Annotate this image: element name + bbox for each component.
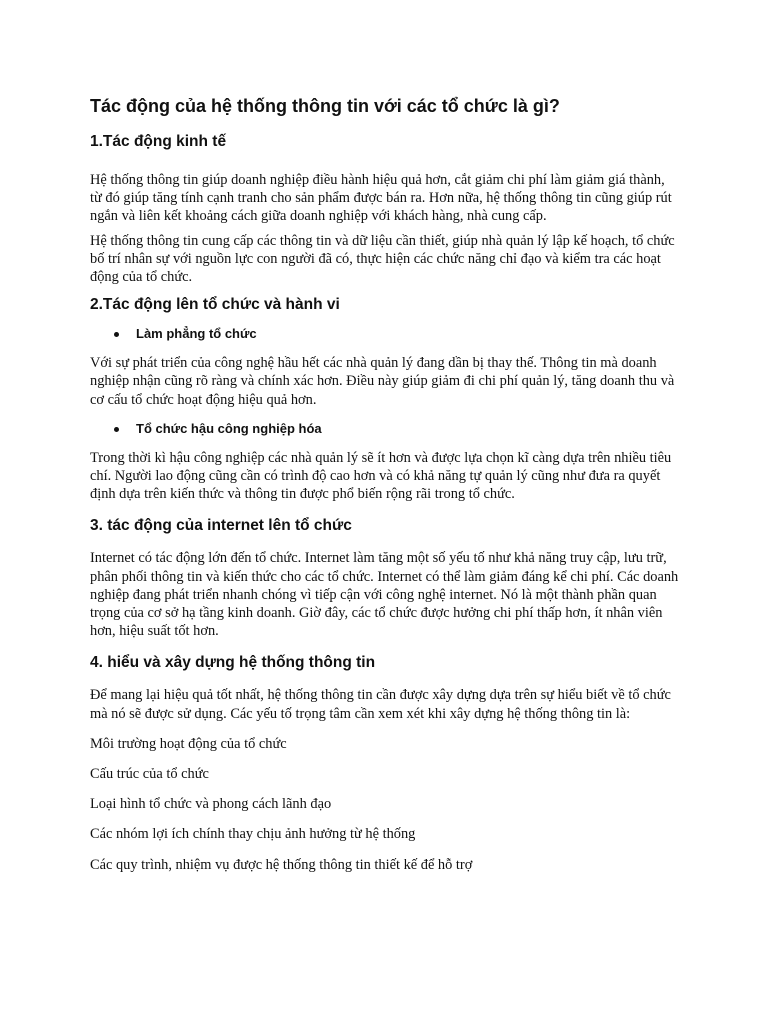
document-page bbox=[90, 94, 680, 874]
list-item: Cấu trúc của tổ chức bbox=[90, 766, 209, 783]
list-item: Các nhóm lợi ích chính thay chịu ảnh hưởng từ hệ thống bbox=[90, 826, 416, 843]
section-heading-4: 4. hiểu và xây dựng hệ thống thông tin bbox=[90, 654, 376, 672]
page-title: Tác động của hệ thống thông tin với các tổ chức là gì? bbox=[90, 96, 560, 116]
list-item: Loại hình tổ chức và phong cách lãnh đạo bbox=[90, 796, 332, 813]
section-heading-2: 2.Tác động lên tổ chức và hành vi bbox=[90, 296, 340, 314]
paragraph: Hệ thống thông tin giúp doanh nghiệp điều hành hiệu quả hơn, cắt giảm chi phí làm giảm giá thành, từ đó giúp tăng tính cạnh tranh cho sản phẩm được bán ra. Hơn nữa, hệ thống thông tin cũng giúp rút ngắn và liên kết khoảng cách giữa doanh nghiệp với khách hàng, nhà cung cấp. bbox=[90, 172, 672, 225]
section-heading-3: 3. tác động của internet lên tổ chức bbox=[90, 517, 352, 535]
paragraph: Hệ thống thông tin cung cấp các thông tin và dữ liệu cần thiết, giúp nhà quản lý lập kế hoạch, tổ chức bố trí nhân sự với nguồn lực con người đã có, thực hiện các chức năng chỉ đạo và kiểm tra các hoạt động của tổ chức. bbox=[90, 232, 675, 286]
list-item: Các quy trình, nhiệm vụ được hệ thống thông tin thiết kế để hỗ trợ bbox=[90, 856, 473, 873]
paragraph: Với sự phát triển của công nghệ hầu hết các nhà quản lý đang dần bị thay thế. Thông tin mà doanh nghiệp nhận cũng rõ ràng và chính xác hơn. Điều này giúp giảm đi chi phí quản lý, tăng doanh thu và cơ cấu tổ chức hoạt động hiệu quả hơn. bbox=[90, 355, 675, 408]
bullet-item bbox=[90, 325, 680, 343]
paragraph: Internet có tác động lớn đến tổ chức. Internet làm tăng một số yếu tố như khả năng truy cập, lưu trữ, phân phối thông tin và kiến thức cho các tổ chức. Internet có thể làm giảm đáng kể chi phí. Các doanh nghiệp đang phát triển nhanh chóng vì tiếp cận với công nghệ internet. Nó là một thành phần quan trọng của cơ sở hạ tầng kinh doanh. Giờ đây, các tổ chức được hưởng chi phí thấp hơn, ít nhân viên hơn, hiệu suất tốt hơn. bbox=[90, 550, 679, 640]
paragraph: Để mang lại hiệu quả tốt nhất, hệ thống thông tin cần được xây dựng dựa trên sự hiểu biết về tổ chức mà nó sẽ được sử dụng. Các yếu tố trọng tâm cần xem xét khi xây dựng hệ thống thông tin là: bbox=[90, 687, 671, 722]
bullet-dot-icon bbox=[114, 332, 119, 337]
section-heading-1: 1.Tác động kinh tế bbox=[90, 133, 227, 150]
bullet-label: Làm phẳng tổ chức bbox=[136, 326, 257, 342]
bullet-item bbox=[90, 420, 680, 438]
list-item: Môi trường hoạt động của tổ chức bbox=[90, 735, 287, 752]
bullet-dot-icon bbox=[114, 427, 119, 432]
bullet-label: Tổ chức hậu công nghiệp hóa bbox=[136, 420, 322, 436]
paragraph: Trong thời kì hậu công nghiệp các nhà quản lý sẽ ít hơn và được lựa chọn kĩ càng dựa trên nhiều tiêu chí. Người lao động cũng cần có trình độ cao hơn và có khả năng tự quản lý cũng như đưa ra quyết định dựa trên kiến thức và thông tin được phổ biến rộng rãi trong tổ chức. bbox=[90, 449, 672, 503]
